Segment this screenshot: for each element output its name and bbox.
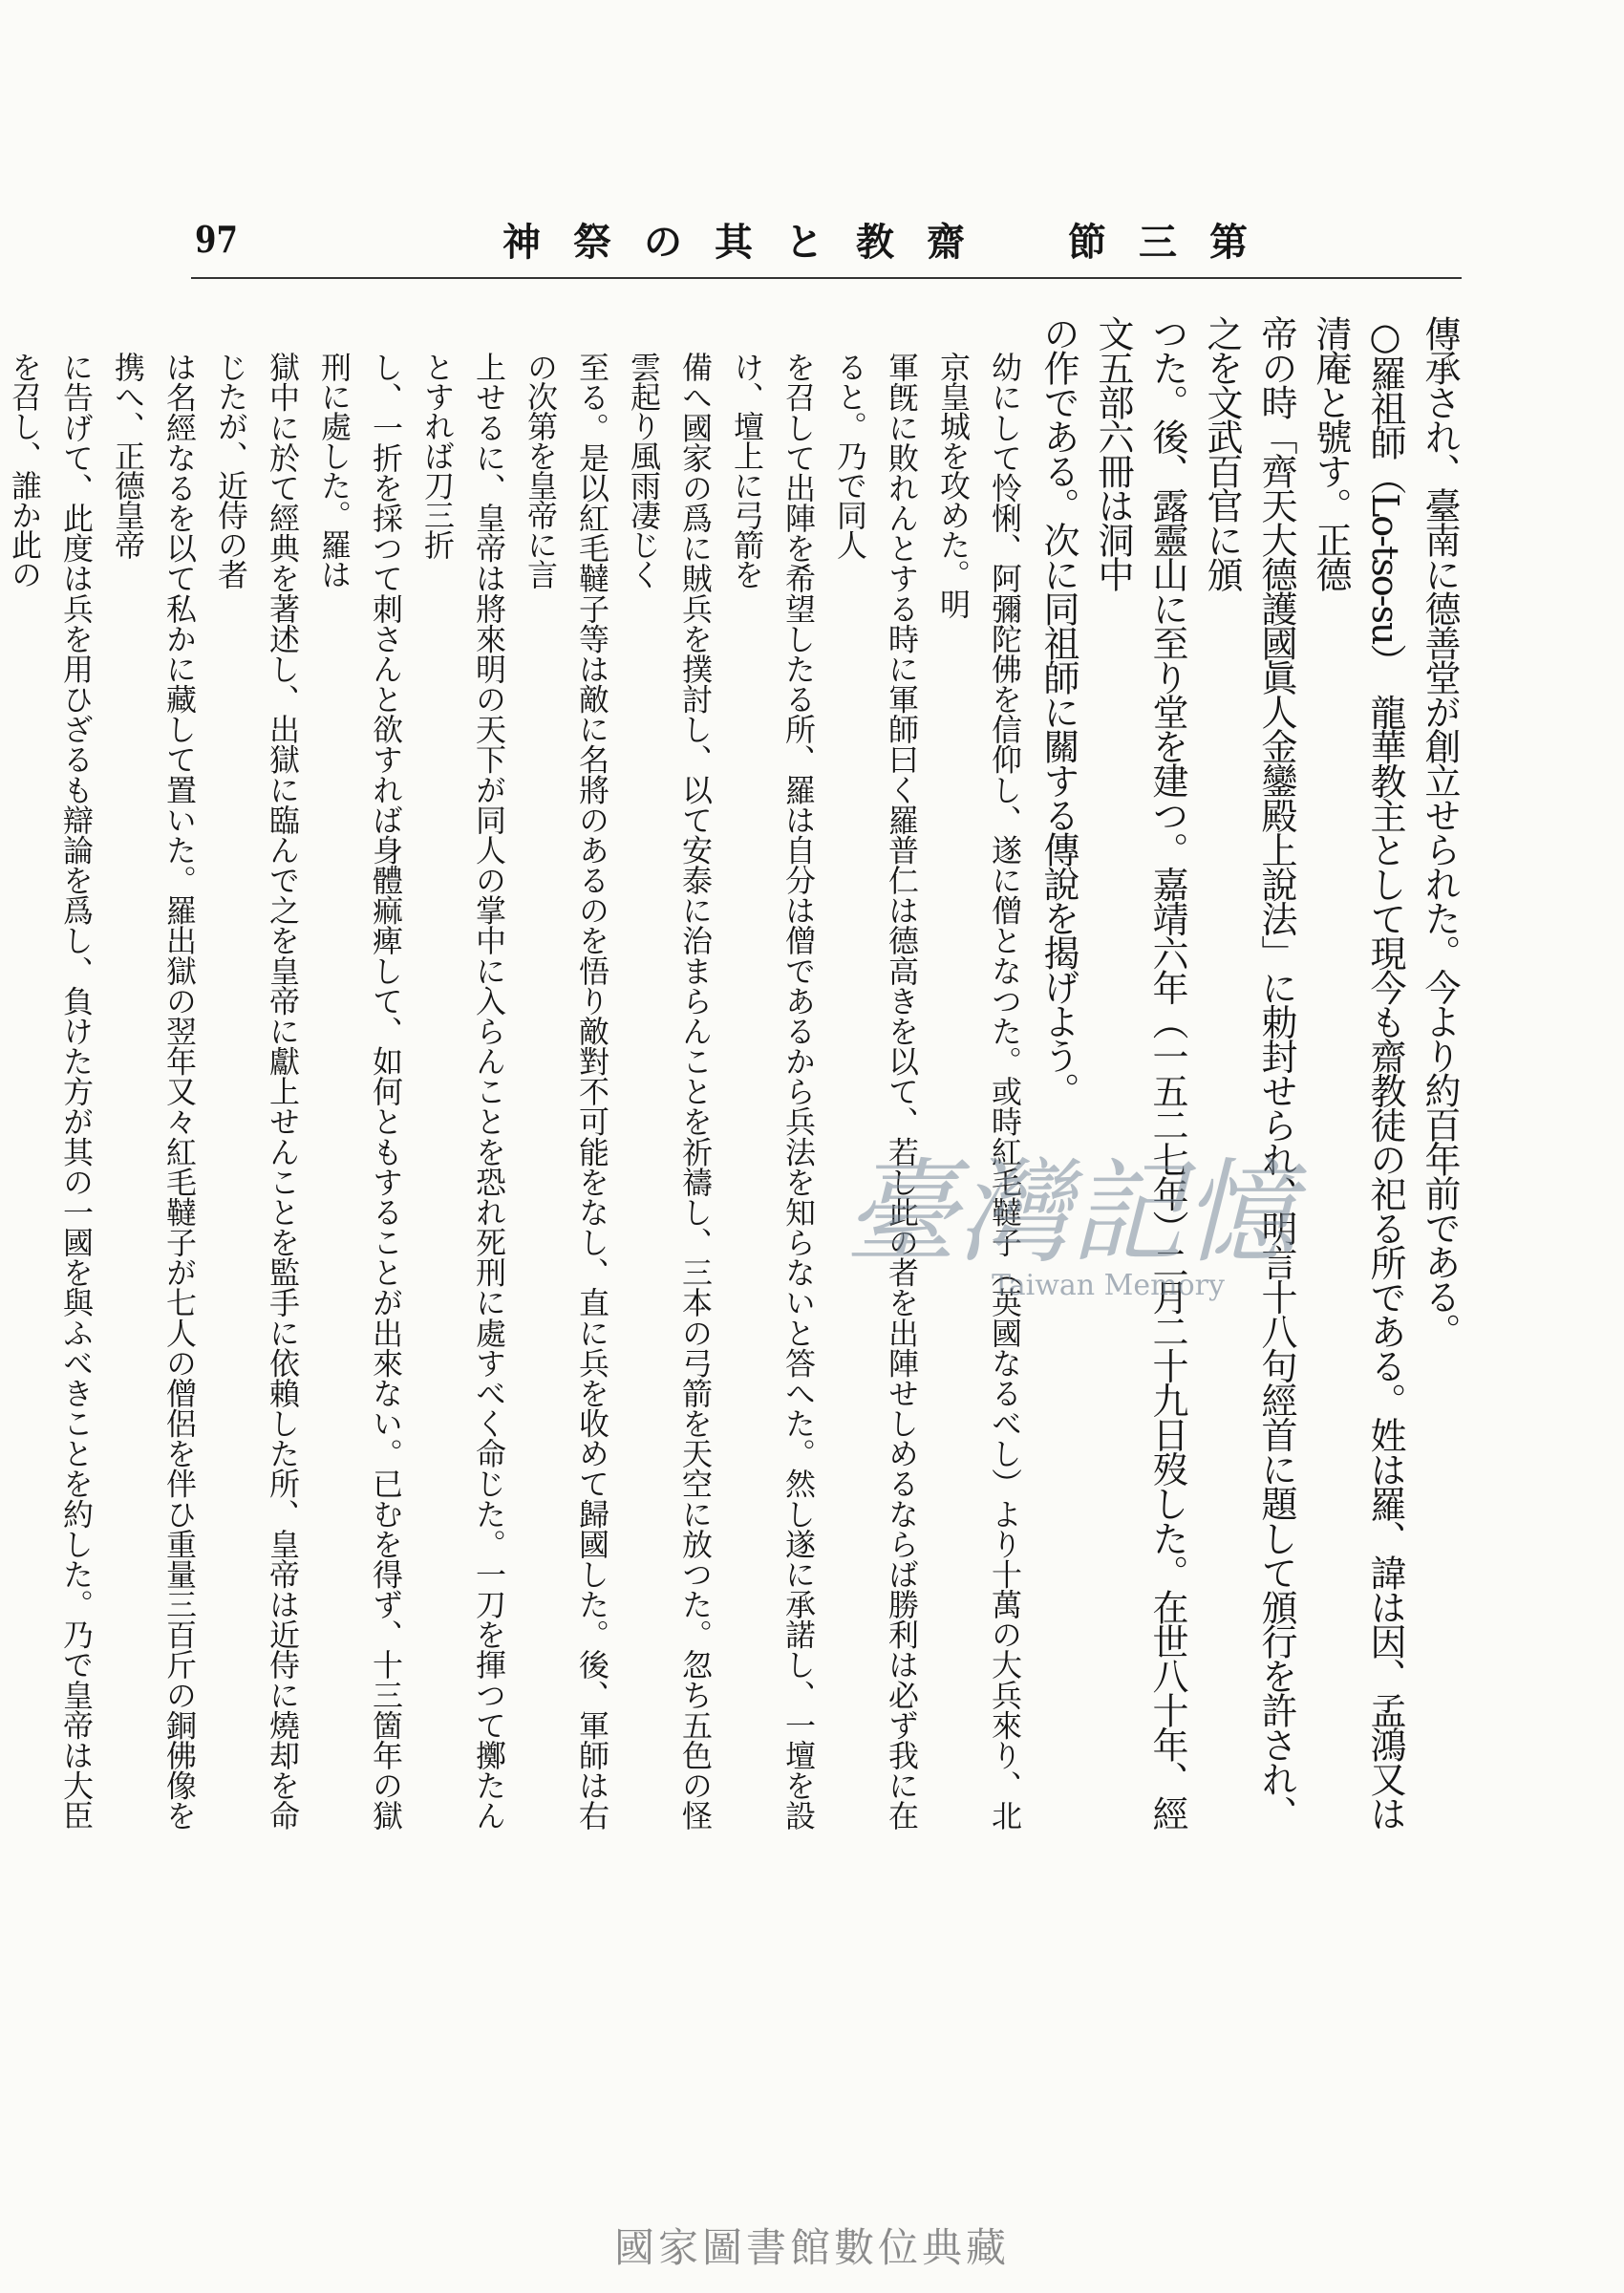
- text-column: つた。後、露靈山に至り堂を建つ。嘉靖六年（一五二七年）二月二十九日歿した。在世八十年、經文五部六冊は洞中: [1092, 315, 1188, 1830]
- section-heading-lo-tso-su: ○羅祖師（Lo-tso-su） 龍華教主として現今も齋教徒の祀る所である。姓は羅、諱は因、孟鴻又は清庵と號す。正德: [1310, 315, 1406, 1830]
- legend-column: し、一折を採つて刺さんと欲すれば身體痲痺して、如何ともすることが出來ない。已むを得ず、十三箇年の獄刑に處した。羅は: [316, 352, 404, 1831]
- legend-column: 備へ國家の爲に賊兵を撲討し、以て安泰に治まらんことを祈禱し、三本の弓箭を天空に放つた。忽ち五色の怪雲起り風雨凄じく: [626, 352, 714, 1831]
- legend-column: 幼にして怜悧、阿彌陀佛を信仰し、遂に僧となつた。或時紅毛韃子（英國なるべし）より十萬の大兵來り、北京皇城を攻めた。明: [935, 352, 1023, 1830]
- text-column: 帝の時「齊天大德護國眞人金鑾殿上說法」に勅封せられ、明言十八句經首に題して頒行を許され、之を文武百官に頒: [1201, 315, 1297, 1830]
- running-head: 第三節 齋教と其の祭神: [502, 220, 1280, 265]
- header-rule: [191, 277, 1462, 279]
- legend-column: に告げて、此度は兵を用ひざるも辯論を爲し、負けた方が其の一國を與ふべきことを約した。乃で皇帝は大臣を召し、誰か此の: [7, 352, 95, 1830]
- legend-column: 上せるに、皇帝は將來明の天下が同人の掌中に入らんことを恐れ死刑に處すべく命じた。一刀を揮つて擲たんとすれば刀三折: [419, 352, 507, 1831]
- legend-column: 獄中に於て經典を著述し、出獄に臨んで之を皇帝に獻上せんことを監手に依賴した所、皇帝は近侍に燒却を命じたが、近侍の者: [213, 352, 301, 1830]
- text-column: の作である。次に同祖師に關する傳說を揭げよう。: [1037, 315, 1079, 1106]
- watermark-logo-text: 臺灣記憶: [844, 1146, 1296, 1278]
- watermark-subtext: Taiwan Memory: [992, 1269, 1225, 1302]
- legend-column: 至る。是以紅毛韃子等は敵に名將のあるのを悟り敵對不可能をなし、直に兵を收めて歸國した。後、軍師は右の次第を皇帝に言: [523, 352, 610, 1831]
- footer-archive-label: 國家圖書館數位典藏: [613, 2224, 1010, 2271]
- legend-column: は名經なるを以て私かに藏して置いた。羅出獄の翌年又々紅毛韃子が七人の僧侶を伴ひ重量三百斤の銅佛像を携へ、正德皇帝: [110, 352, 198, 1831]
- legend-column: を召して出陣を希望したる所、羅は自分は僧であるから兵法を知らないと答へた。然し遂に承諾し、一壇を設け、壇上に弓箭を: [729, 352, 817, 1831]
- page-number: 97: [194, 218, 238, 261]
- main-text: [7, 315, 1466, 1831]
- text-column: 傳承され、臺南に德善堂が創立せられた。今より約百年前である。: [1419, 315, 1461, 1347]
- legend-column: 軍旣に敗れんとする時に軍師曰く羅普仁は德高きを以て、若し此の者を出陣せしめるならば勝利は必ず我に在ると。乃で同人: [832, 352, 920, 1830]
